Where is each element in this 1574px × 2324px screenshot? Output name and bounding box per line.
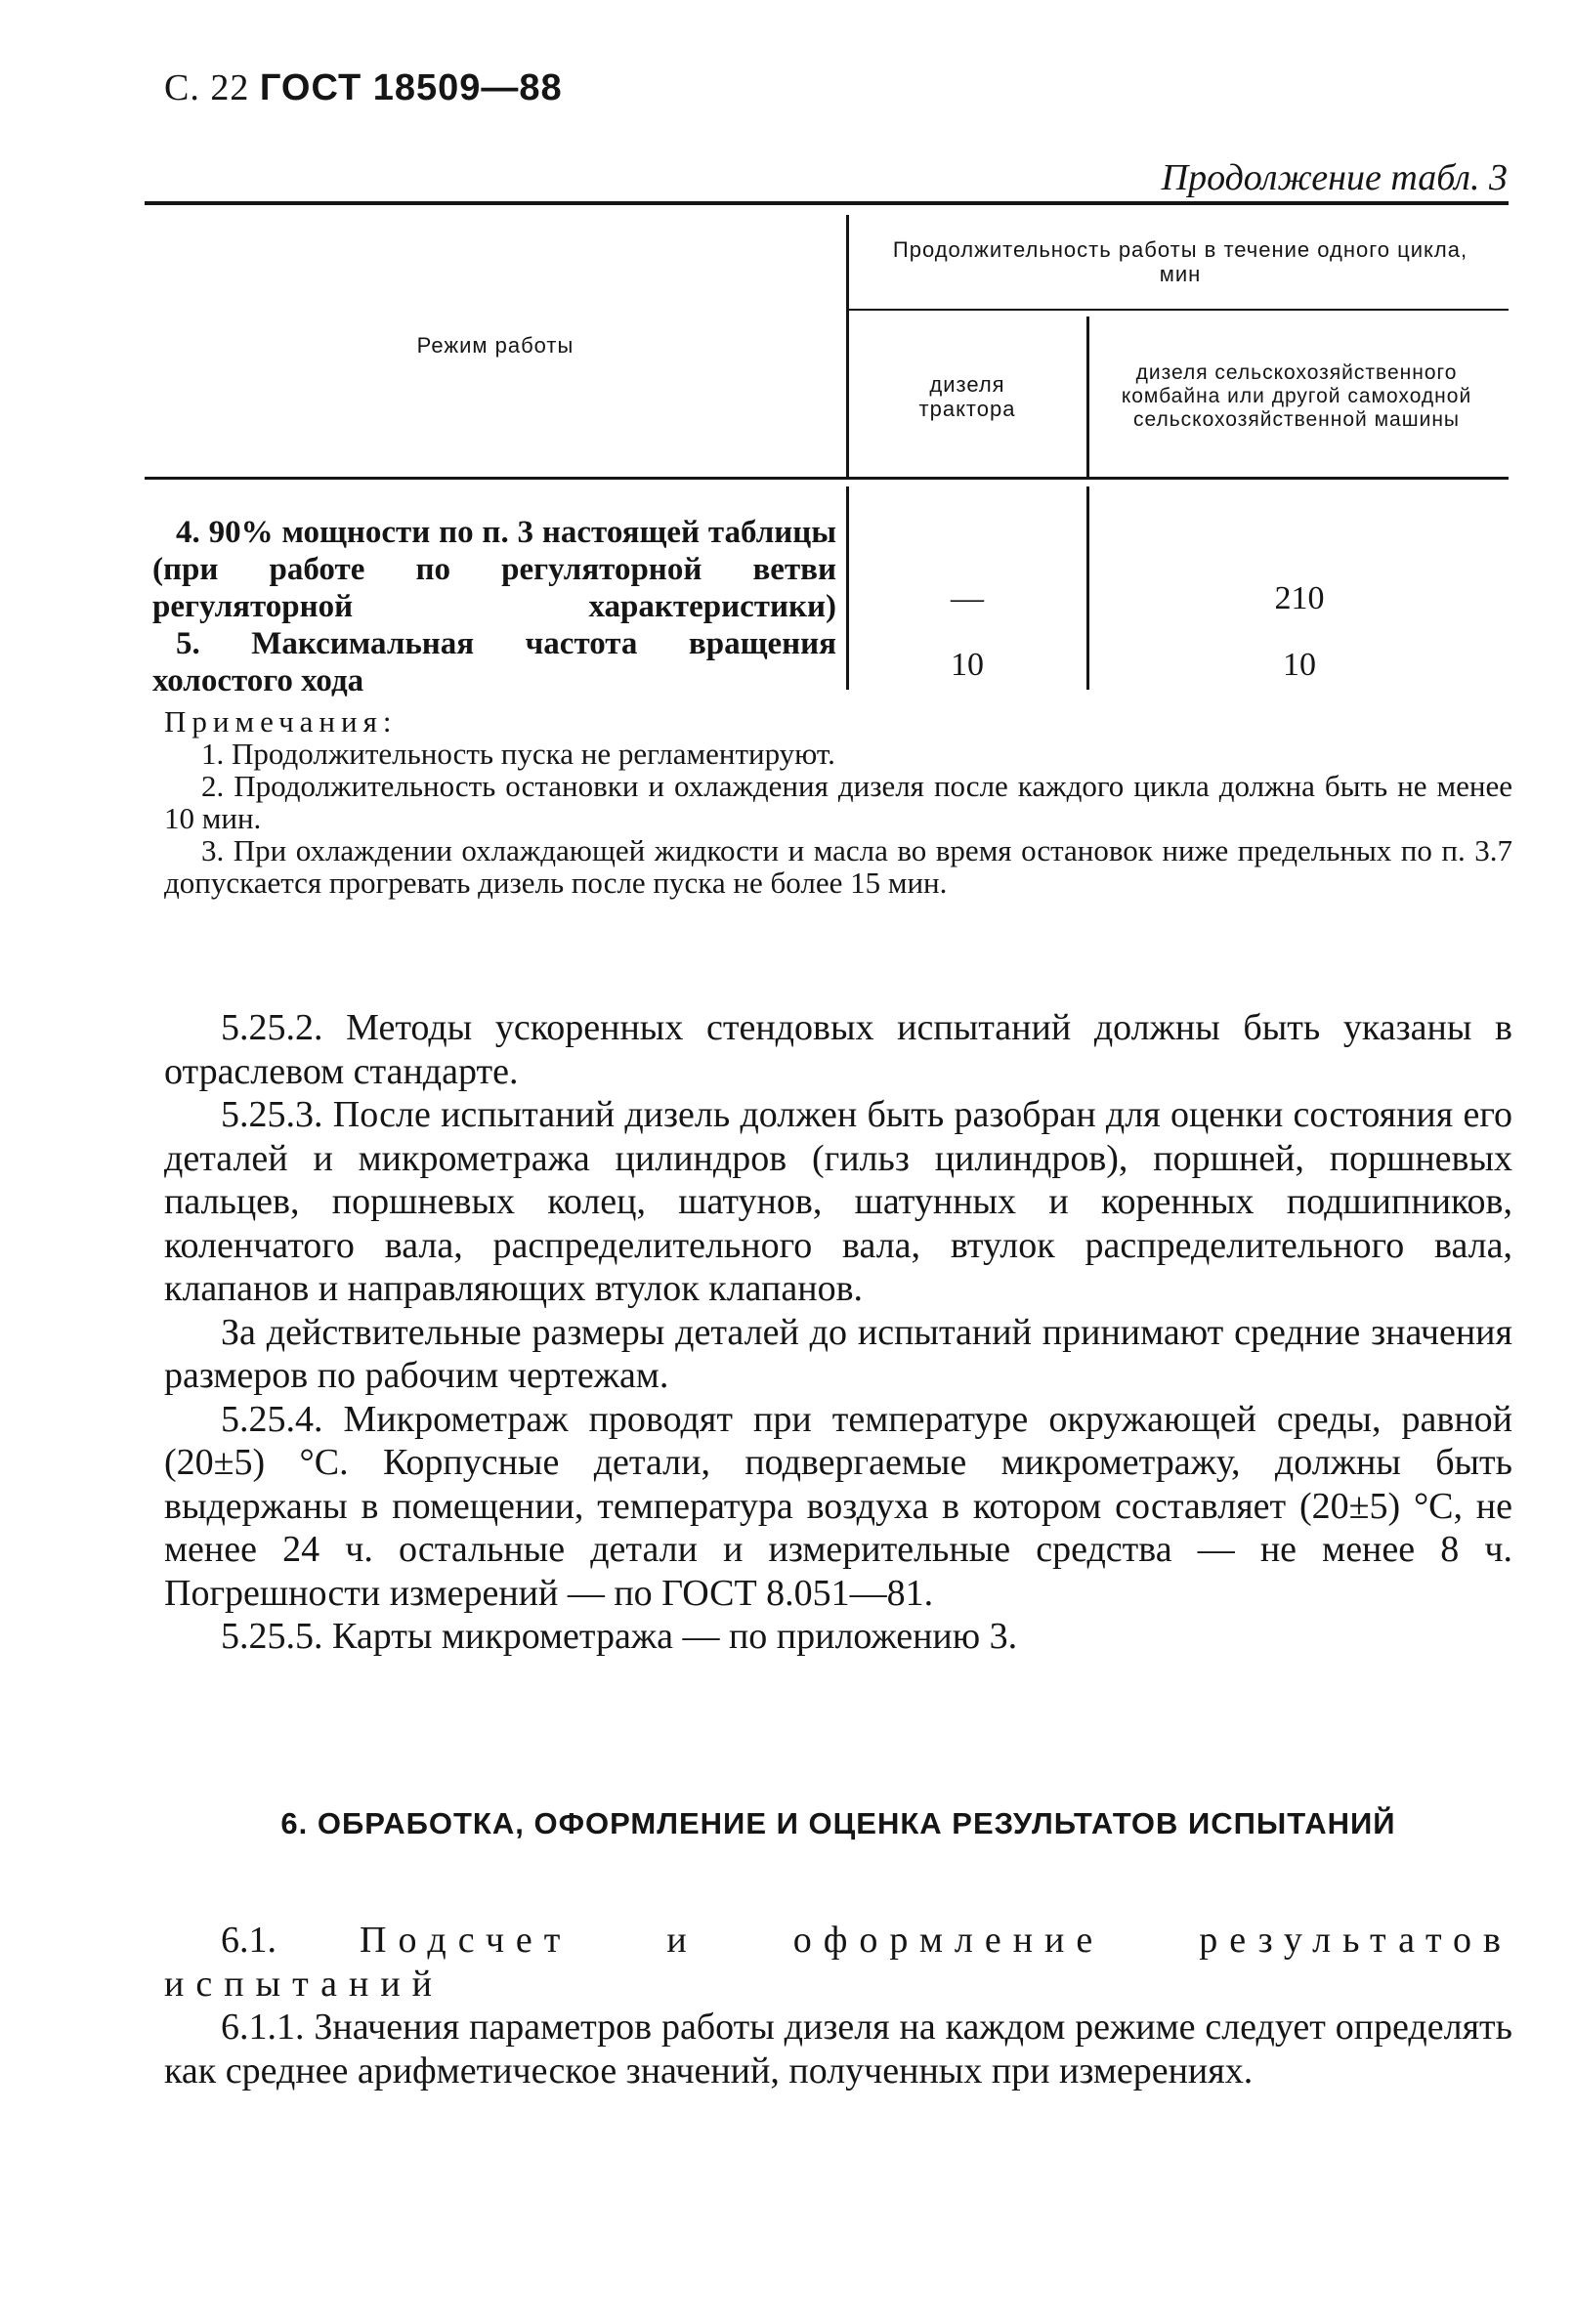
paragraph-actual-sizes: За действительные размеры деталей до испытаний принимают средние значения размеров по рабочим чертежам. [164, 1311, 1512, 1396]
section-6-heading: 6. ОБРАБОТКА, ОФОРМЛЕНИЕ И ОЦЕНКА РЕЗУЛЬТАТОВ ИСПЫТАНИЙ [280, 1806, 1396, 1840]
table-continuation-label: Продолжение табл. 3 [1161, 157, 1508, 198]
table-3-continuation [145, 201, 1509, 698]
subsection-6-1-heading [164, 1919, 1512, 2006]
header-subdivider [848, 309, 1509, 311]
col-divider-2-header [1086, 317, 1089, 477]
subsection-6-1-title: Подсчет и оформление результатов испытаний [164, 1920, 1513, 2005]
table-top-rule [145, 201, 1509, 205]
standard-number: ГОСТ 18509—88 [259, 67, 563, 108]
note-3: 3. При охлаждении охлаждающей жидкости и масла во время остановок ниже предельных по п. 3.7 допускается прогревать дизель после пуска не более 15 мин. [164, 833, 1512, 900]
subsection-6-1-number: 6.1. [221, 1920, 277, 1961]
table-row-4-mode: 4. 90% мощности по п. 3 настоящей таблицы (при работе по регуляторной ветви регуляторной характеристики) [152, 515, 836, 624]
col-divider-1-header [846, 215, 849, 477]
note-1: 1. Продолжительность пуска не регламентируют. [201, 737, 835, 771]
mode-column-header: Режим работы [416, 333, 574, 359]
paragraph-5-25-3: 5.25.3. После испытаний дизель должен быть разобран для оценки состояния его деталей и микрометража цилиндров (гильз цилиндров), поршней, поршневых пальцев, поршневых колец, шатунов, шатунных и коренных подшипников, коленчатого вала, распределительного вала, втулок распределительного вала, клапанов и направляющих втулок клапанов. [164, 1094, 1512, 1309]
notes-title: Примечания: [164, 704, 398, 739]
page-header [164, 66, 563, 109]
table-row-5-tractor: 10 [951, 647, 984, 683]
col-divider-2-body [1086, 486, 1089, 690]
note-2: 2. Продолжительность остановки и охлаждения дизеля после каждого цикла должна быть не менее 10 мин. [164, 769, 1512, 835]
table-notes [164, 705, 1512, 899]
table-row-4-combine: 210 [1274, 580, 1325, 616]
paragraph-6-1-1: 6.1.1. Значения параметров работы дизеля на каждом режиме следует определять как среднее арифметическое значений, полученных при измерениях. [164, 2007, 1512, 2092]
duration-column-header: Продолжительность работы в течение одного цикла, мин [892, 236, 1468, 286]
section-6-body [164, 1919, 1512, 2092]
tractor-subheader: дизеля трактора [918, 371, 1016, 421]
paragraph-5-25-4: 5.25.4. Микрометраж проводят при температуре окружающей среды, равной (20±5) °С. Корпусные детали, подвергаемые микрометражу, должны быть выдержаны в помещении, температура воздуха в котором составляет (20±5) °С, не менее 24 ч. остальные детали и измерительные средства — не менее 8 ч. Погрешности измерений — по ГОСТ 8.051—81. [164, 1398, 1512, 1614]
page-number: С. 22 [164, 67, 250, 108]
paragraph-5-25-2: 5.25.2. Методы ускоренных стендовых испытаний должны быть указаны в отраслевом стандарте. [164, 1007, 1512, 1092]
table-row-4-tractor: — [951, 580, 984, 616]
table-row-5-mode: 5. Максимальная частота вращения холостого хода [152, 626, 836, 698]
paragraph-5-25-5: 5.25.5. Карты микрометража — по приложению 3. [221, 1616, 1018, 1657]
combine-subheader: дизеля сельскохозяйственного комбайна или другой самоходной сельскохозяйственной машины [1121, 360, 1472, 432]
col-divider-1-body [846, 486, 849, 690]
header-bottom-rule [145, 477, 1509, 480]
table-row-5-combine: 10 [1283, 647, 1316, 683]
body-text [164, 1006, 1512, 1659]
